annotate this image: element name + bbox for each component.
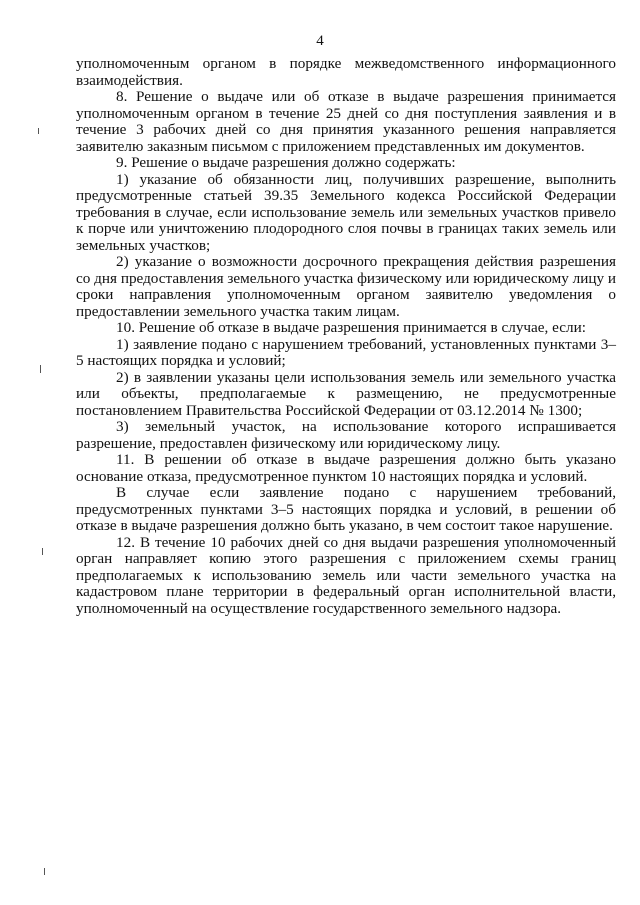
paragraph-item-10-1: 1) заявление подано с нарушением требований, установленных пунктами 3–5 настоящих порядка и условий;: [76, 335, 616, 369]
scan-artifact: [42, 548, 43, 555]
page-number: 4: [316, 33, 324, 49]
scan-artifact: [44, 868, 45, 875]
paragraph-item-10-2: 2) в заявлении указаны цели использования земель или земельного участка или объекты, предполагаемые к размещению, не предусмотренные постановлением Правительства Российской Федерации от 03.12.2014 № 1300;: [76, 368, 616, 419]
paragraph-item-9-2: 2) указание о возможности досрочного прекращения действия разрешения со дня предоставления земельного участка физическому или юридическому лицу и сроки направления уполномоченным органом заявителю уведомления о предоставлении земельного участка таким лицам.: [76, 253, 616, 320]
paragraph-continuation: уполномоченным органом в порядке межведомственного информационного взаимодействия.: [76, 55, 616, 89]
document-body: [76, 56, 616, 617]
paragraph-item-9-1: 1) указание об обязанности лиц, получивших разрешение, выполнить предусмотренные статьей 39.35 Земельного кодекса Российской Федерации требования в случае, если использование земель или земельных участков привело к порче или уничтожению плодородного слоя почвы в границах таких земель или земельных участков;: [76, 170, 616, 254]
scan-artifact: [38, 128, 39, 134]
paragraph-item-12: 12. В течение 10 рабочих дней со дня выдачи разрешения уполномоченный орган направляет копию этого разрешения с приложением схемы границ предполагаемых к использованию земель или части земельного участка на кадастровом плане территории в федеральный орган исполнительной власти, уполномоченный на осуществление государственного земельного надзора.: [76, 533, 616, 617]
paragraph-item-11: 11. В решении об отказе в выдаче разрешения должно быть указано основание отказа, предусмотренное пунктом 10 настоящих порядка и условий.: [76, 451, 616, 485]
paragraph-item-10-3: 3) земельный участок, на использование которого испрашивается разрешение, предоставлен физическому или юридическому лицу.: [76, 418, 616, 452]
paragraph-item-11-note: В случае если заявление подано с нарушением требований, предусмотренных пунктами 3–5 настоящих порядка и условий, в решении об отказе в выдаче разрешения должно быть указано, в чем состоит такое нарушение.: [76, 484, 616, 534]
paragraph-item-10: 10. Решение об отказе в выдаче разрешения принимается в случае, если:: [116, 319, 586, 336]
scan-artifact: [40, 365, 41, 373]
paragraph-item-8: 8. Решение о выдаче или об отказе в выдаче разрешения принимается уполномоченным органом в течение 25 дней со дня поступления заявления и в течение 3 рабочих дней со дня принятия указанного решения направляется заявителю заказным письмом с приложением представленных им документов.: [76, 88, 616, 155]
paragraph-item-9: 9. Решение о выдаче разрешения должно содержать:: [116, 154, 456, 171]
